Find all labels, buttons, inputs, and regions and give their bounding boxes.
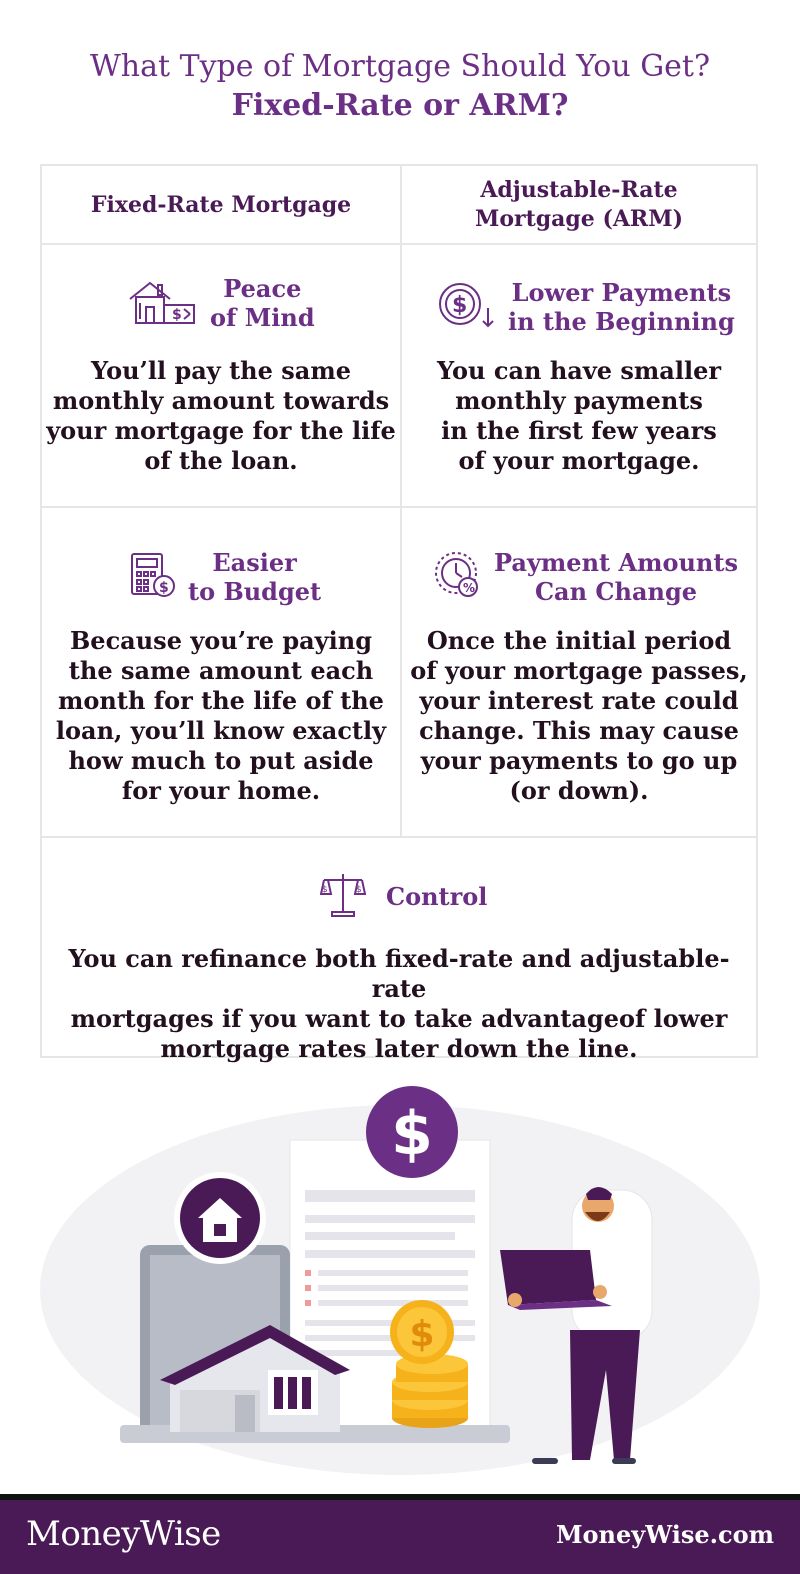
row-divider (42, 836, 756, 838)
body-line: month for the life of the (58, 686, 384, 715)
column-header-arm-line-2: Mortgage (ARM) (475, 206, 683, 232)
budget-title-line-1: Easier (212, 548, 297, 577)
coin-symbol: $ (409, 1314, 435, 1355)
lower-payments-title (508, 278, 735, 336)
body-line: mortgages if you want to take advantageof lower (70, 1004, 728, 1033)
easier-to-budget-title (188, 548, 321, 606)
dollar-coin-down-icon (438, 280, 496, 334)
peace-title-line-1: Peace (223, 274, 302, 303)
body-line: of the loan. (144, 446, 298, 475)
lower-payments-heading (438, 278, 735, 336)
body-line: You can have smaller (436, 356, 721, 385)
body-line: Because you’re paying (70, 626, 372, 655)
peace-of-mind-title (210, 274, 315, 332)
svg-text:$: $ (159, 580, 169, 596)
brand-logo: MoneyWise (26, 1514, 221, 1554)
lower-title-line-1: Lower Payments (511, 278, 732, 307)
body-line: how much to put aside (68, 746, 374, 775)
body-line: of your mortgage passes, (410, 656, 748, 685)
easier-to-budget-body (42, 626, 400, 806)
payment-amounts-heading (432, 548, 738, 606)
body-line: You can refinance both fixed-rate and adjustable-rate (68, 944, 730, 1003)
control-heading (320, 870, 487, 922)
svg-text:%: % (463, 581, 476, 595)
body-line: mortgage rates later down the line. (160, 1034, 638, 1063)
dollar-badge (366, 1086, 458, 1178)
svg-text:$: $ (172, 307, 182, 323)
dollar-badge-symbol: $ (391, 1099, 433, 1169)
peace-of-mind-body (42, 356, 400, 476)
home-badge (174, 1172, 266, 1264)
svg-text:$: $ (356, 885, 362, 895)
site-link[interactable]: MoneyWise.com (555, 1520, 774, 1549)
body-line: monthly amount towards (52, 386, 390, 415)
mortgage-illustration (0, 1070, 800, 1490)
peace-of-mind-heading (128, 274, 315, 332)
body-line: Once the initial period (426, 626, 732, 655)
body-line: change. This may cause (419, 716, 739, 745)
house-dollar-icon (128, 277, 198, 329)
budget-title-line-2: to Budget (188, 577, 322, 606)
column-header-arm-line-1: Adjustable-Rate (480, 177, 678, 203)
footer-bar (0, 1494, 800, 1574)
comparison-table (40, 164, 758, 1063)
gauge-percent-icon (432, 549, 484, 605)
body-line: You’ll pay the same (91, 356, 351, 385)
payment-amounts-title (494, 548, 738, 606)
row-divider (42, 506, 756, 508)
control-title: Control (386, 881, 488, 911)
body-line: in the first few years (441, 416, 717, 445)
body-line: the same amount each (68, 656, 374, 685)
body-line: your payments to go up (420, 746, 738, 775)
body-line: your mortgage for the life (46, 416, 396, 445)
svg-text:$: $ (452, 293, 468, 318)
title-line-1: What Type of Mortgage Should You Get? (89, 49, 711, 84)
title-line-2: Fixed-Rate or ARM? (231, 88, 569, 123)
svg-text:$: $ (322, 885, 328, 895)
peace-title-line-2: of Mind (210, 303, 315, 332)
lower-payments-body (402, 356, 756, 476)
calculator-dollar-icon (128, 550, 178, 604)
column-header-fixed (42, 166, 400, 244)
control-body (42, 944, 756, 1064)
column-header-fixed-label: Fixed-Rate Mortgage (90, 191, 352, 218)
body-line: (or down). (509, 776, 649, 805)
scale-balance-icon (320, 870, 366, 922)
lower-title-line-2: in the Beginning (508, 307, 735, 336)
column-header-arm (402, 166, 756, 244)
body-line: for your home. (121, 776, 321, 805)
body-line: monthly payments (455, 386, 703, 415)
page-title (0, 48, 800, 126)
body-line: loan, you’ll know exactly (55, 716, 387, 745)
easier-to-budget-heading (128, 548, 321, 606)
body-line: your interest rate could (419, 686, 739, 715)
payment-amounts-body (402, 626, 756, 806)
footer-top-rule (0, 1494, 800, 1500)
body-line: of your mortgage. (458, 446, 700, 475)
change-title-line-2: Can Change (534, 577, 698, 606)
change-title-line-1: Payment Amounts (494, 548, 738, 577)
